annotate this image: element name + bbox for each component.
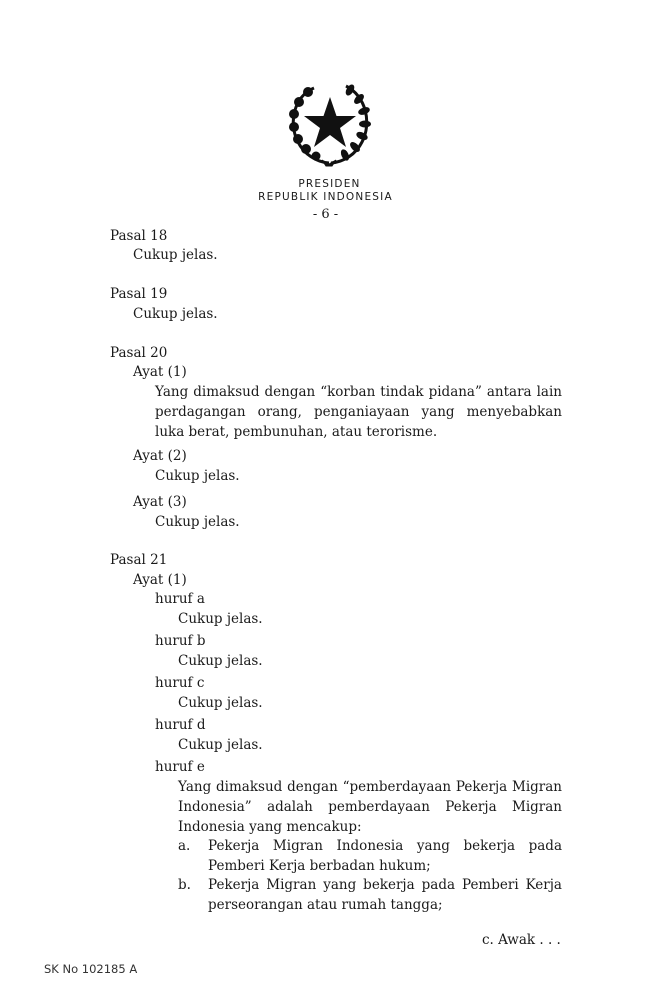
- list-item-b-text: Pekerja Migran yang bekerja pada Pemberi Kerja perseorangan atau rumah tangga;: [208, 877, 562, 913]
- pasal-20-heading: Pasal 20: [110, 345, 168, 361]
- huruf-b-text: Cukup jelas.: [178, 653, 263, 669]
- pasal-20-ayat-3-label: Ayat (3): [133, 494, 187, 510]
- list-item-b-marker: b.: [178, 877, 191, 893]
- pasal-18-text: Cukup jelas.: [133, 247, 218, 263]
- list-item-a-marker: a.: [178, 838, 191, 854]
- list-item-a-text: Pekerja Migran Indonesia yang bekerja pada Pemberi Kerja berbadan hukum;: [208, 838, 562, 874]
- pasal-20-ayat-2-text: Cukup jelas.: [155, 468, 240, 484]
- presidential-emblem: [284, 78, 374, 168]
- header-title: PRESIDEN: [298, 178, 361, 190]
- next-page-catchword: c. Awak . . .: [482, 932, 561, 948]
- header-subtitle: REPUBLIK INDONESIA: [258, 191, 393, 203]
- huruf-d-text: Cukup jelas.: [178, 737, 263, 753]
- pasal-18-heading: Pasal 18: [110, 228, 168, 244]
- huruf-c-text: Cukup jelas.: [178, 695, 263, 711]
- huruf-c-label: huruf c: [155, 675, 205, 691]
- page-number: - 6 -: [312, 207, 339, 222]
- huruf-d-label: huruf d: [155, 717, 206, 733]
- pasal-19-heading: Pasal 19: [110, 286, 168, 302]
- pasal-20-ayat-3-text: Cukup jelas.: [155, 514, 240, 530]
- huruf-b-label: huruf b: [155, 633, 206, 649]
- huruf-a-label: huruf a: [155, 591, 205, 607]
- pasal-20-ayat-1-text: Yang dimaksud dengan “korban tindak pidana” antara lain perdagangan orang, penganiayaan yang menyebabkan luka berat, pembunuhan, atau terorisme.: [155, 384, 562, 440]
- pasal-21-heading: Pasal 21: [110, 552, 168, 568]
- pasal-19-text: Cukup jelas.: [133, 306, 218, 322]
- huruf-a-text: Cukup jelas.: [178, 611, 263, 627]
- pasal-20-ayat-1-label: Ayat (1): [133, 364, 187, 380]
- huruf-e-text: Yang dimaksud dengan “pemberdayaan Pekerja Migran Indonesia” adalah pemberdayaan Pekerja Migran Indonesia yang mencakup:: [178, 779, 562, 835]
- sk-number: SK No 102185 A: [44, 962, 138, 976]
- pasal-21-ayat-1-label: Ayat (1): [133, 572, 187, 588]
- pasal-20-ayat-2-label: Ayat (2): [133, 448, 187, 464]
- huruf-e-label: huruf e: [155, 759, 205, 775]
